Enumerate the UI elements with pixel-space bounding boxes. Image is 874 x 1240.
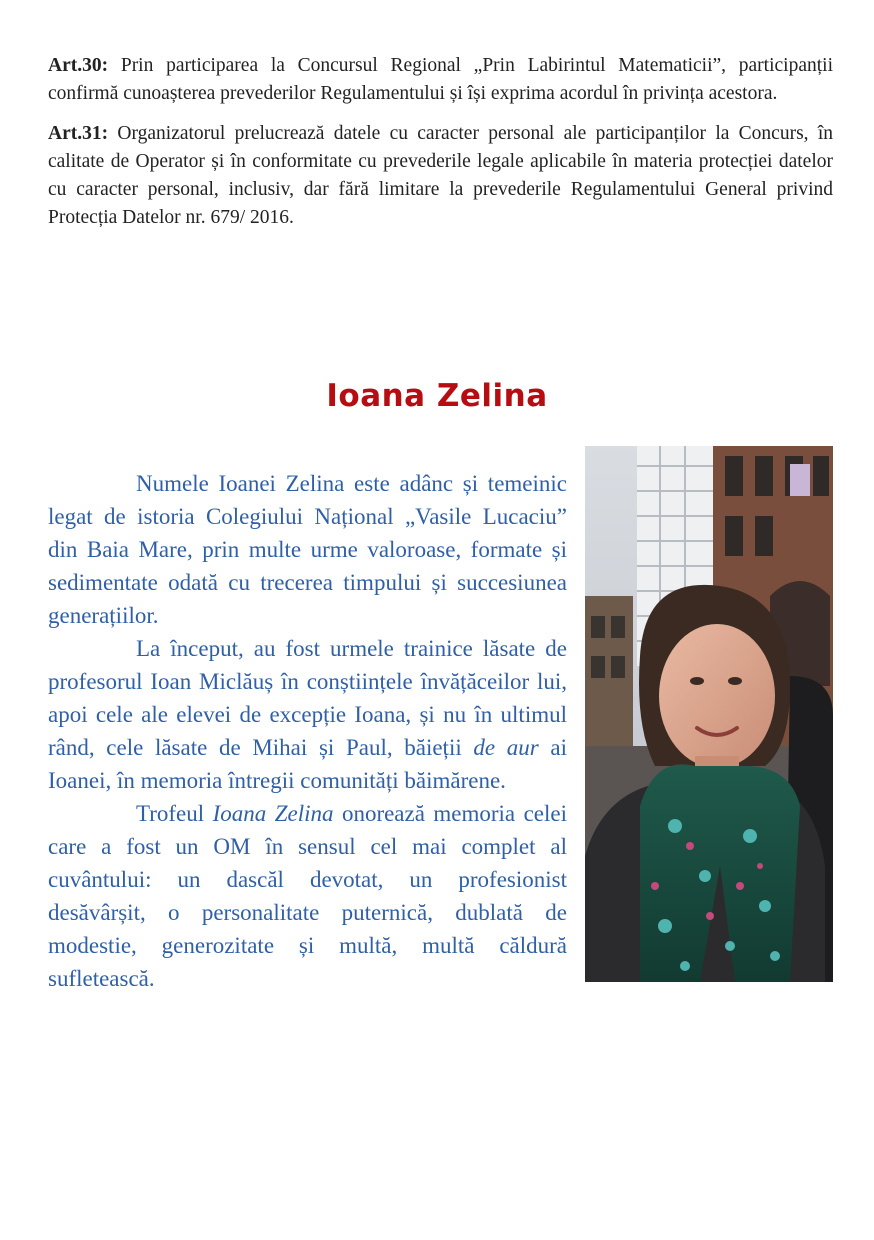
bio-paragraph-2-italic: de aur xyxy=(473,735,539,760)
bio-paragraph-3 xyxy=(48,797,567,995)
bio-paragraph-1-text: Numele Ioanei Zelina este adânc și temeinic legat de istoria Colegiului Național „Vasile Lucaciu” din Baia Mare, prin multe urme valoroase, formate și sedimentate odată cu trecerea timpului și succesiunea generațiilor. xyxy=(48,471,567,628)
bio-paragraph-3-italic: Ioana Zelina xyxy=(212,801,334,826)
profile-photo xyxy=(585,446,833,982)
bio-paragraph-3-text-b: onorează memoria celei care a fost un OM în sensul cel mai complet al cuvântului: un dascăl devotat, un profesionist desăvârșit, o personalitate puternică, dublată de modestie, generozitate și multă, multă căldură sufletească. xyxy=(48,801,567,991)
article-31-text: Organizatorul prelucrează datele cu caracter personal ale participanților la Concurs, în calitate de Operator și în conformitate cu prevederile legale aplicabile în materia protecției datelor cu caracter personal, inclusiv, dar fără limitare la prevederile Regulamentului General privind Protecția Datelor nr. 679/ 2016. xyxy=(48,123,833,228)
article-30 xyxy=(48,52,833,108)
article-31 xyxy=(48,120,833,232)
article-30-label: Art.30: xyxy=(48,55,109,76)
article-31-label: Art.31: xyxy=(48,123,109,144)
bio-paragraph-2-text-b: ai Ioanei, în memoria întregii comunități băimărene. xyxy=(48,735,567,793)
bio-paragraph-2-text-a: La început, au fost urmele trainice lăsate de profesorul Ioan Miclăuș în conștiințele învățăceilor lui, apoi cele ale elevei de excepție Ioana, și nu în ultimul rând, cele lăsate de Mihai și Paul, băieții xyxy=(48,636,567,760)
bio-paragraph-3-text-a: Trofeul xyxy=(136,801,213,826)
bio-paragraph-1 xyxy=(48,467,567,632)
profile-biography xyxy=(48,467,567,995)
article-30-text: Prin participarea la Concursul Regional „Prin Labirintul Matematicii”, participanții confirmă cunoașterea prevederilor Regulamentului și își exprima acordul în privința acestora. xyxy=(48,55,833,104)
bio-paragraph-2 xyxy=(48,632,567,797)
profile-title: Ioana Zelina xyxy=(326,378,548,414)
